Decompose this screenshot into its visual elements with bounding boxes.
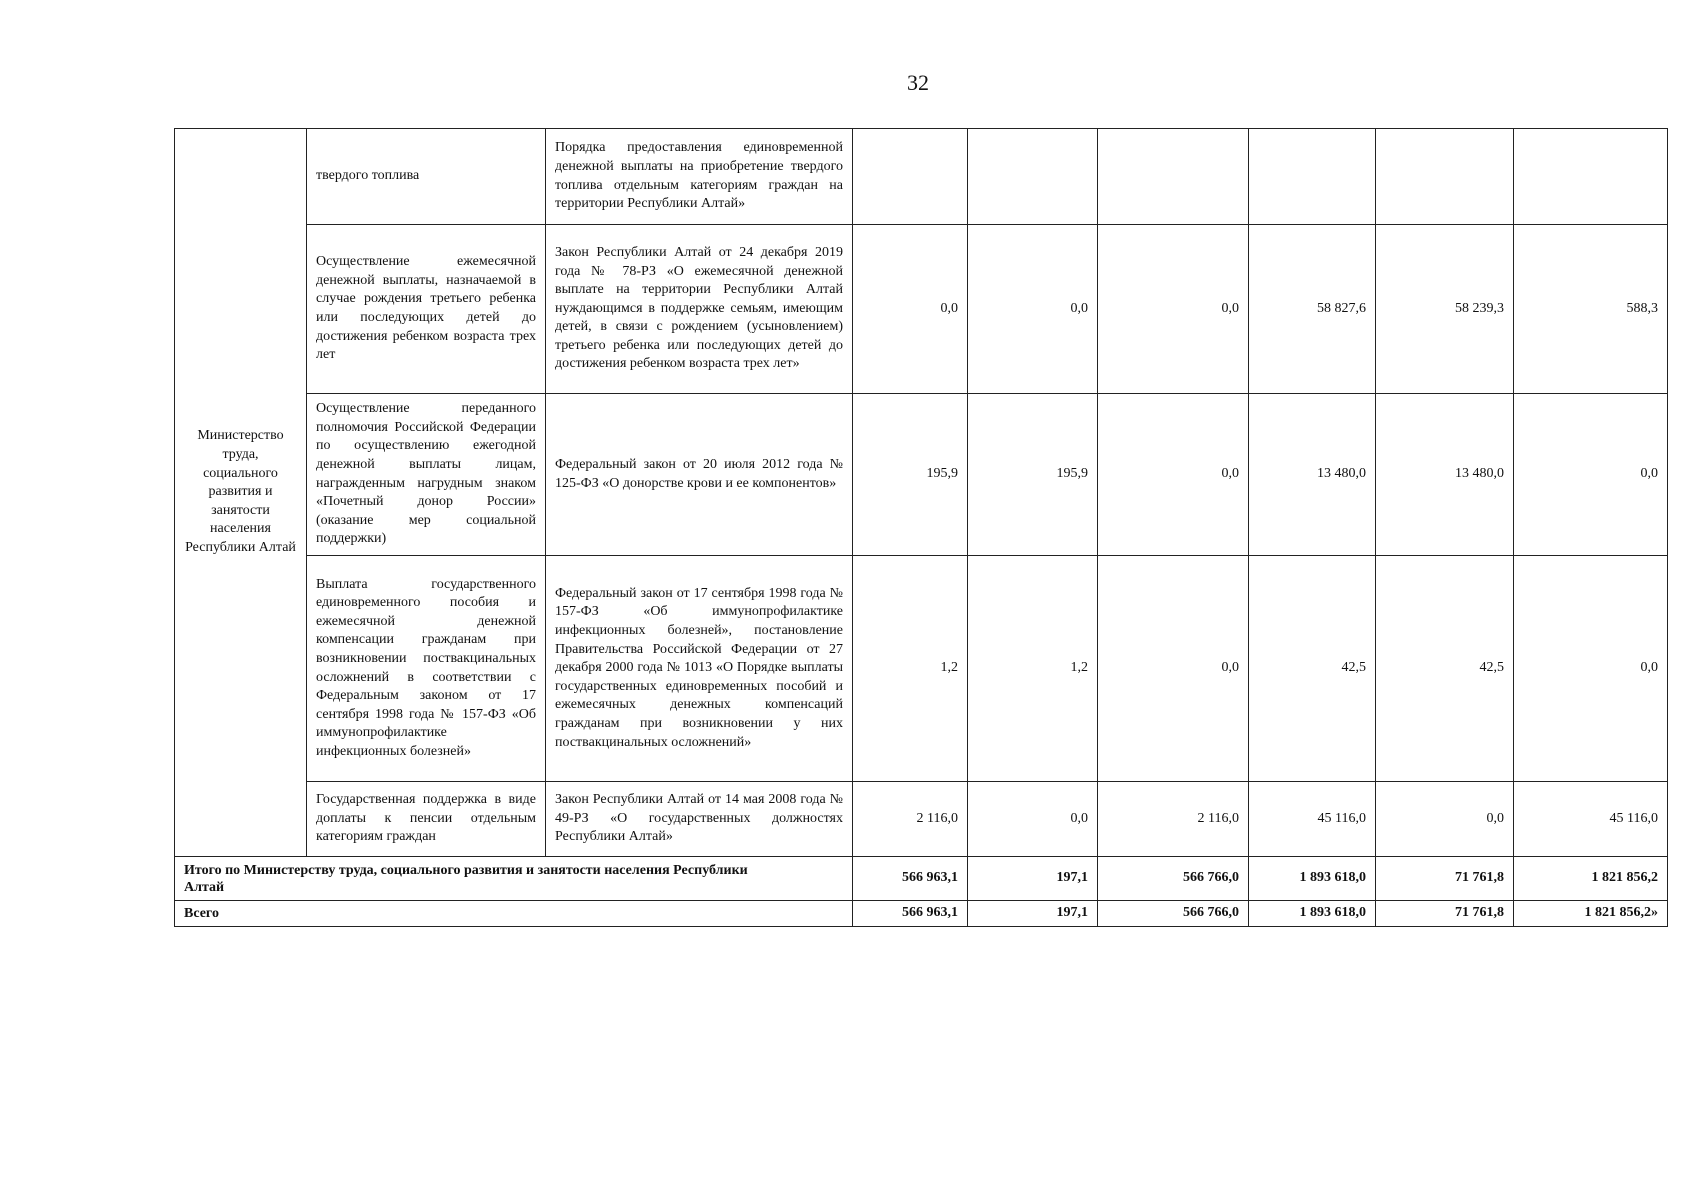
value-cell: 0,0 bbox=[1514, 556, 1668, 782]
grand-total-row bbox=[175, 901, 1668, 927]
value-cell bbox=[1514, 129, 1668, 225]
legal-basis-cell: Федеральный закон от 20 июля 2012 года № 125-ФЗ «О донорстве крови и ее компонентов» bbox=[546, 394, 853, 556]
grand-total-value: 566 766,0 bbox=[1098, 901, 1249, 927]
value-cell: 1,2 bbox=[968, 556, 1098, 782]
measure-cell: Осуществление переданного полномочия Российской Федерации по осуществлению ежегодной денежной выплаты лицам, награжденным нагрудным знаком «Почетный донор России» (оказание мер социальной поддержки) bbox=[307, 394, 546, 556]
table-row bbox=[175, 782, 1668, 857]
value-cell bbox=[1376, 129, 1514, 225]
value-cell: 13 480,0 bbox=[1376, 394, 1514, 556]
table-row bbox=[175, 225, 1668, 394]
grand-total-value: 1 893 618,0 bbox=[1249, 901, 1376, 927]
value-cell: 0,0 bbox=[1098, 225, 1249, 394]
page-number: 32 bbox=[907, 70, 929, 95]
subtotal-value: 1 821 856,2 bbox=[1514, 857, 1668, 901]
grand-total-value: 1 821 856,2» bbox=[1514, 901, 1668, 927]
table-row bbox=[175, 394, 1668, 556]
measure-cell: твердого топлива bbox=[307, 129, 546, 225]
measure-cell: Выплата государственного единовременного пособия и ежемесячной денежной компенсации гражданам при возникновении поствакцинальных осложнений в соответствии с Федеральным законом от 17 сентября 1998 года № 157-ФЗ «Об иммунопрофилактике инфекционных болезней» bbox=[307, 556, 546, 782]
value-cell: 58 239,3 bbox=[1376, 225, 1514, 394]
value-cell: 0,0 bbox=[968, 225, 1098, 394]
legal-basis-cell: Закон Республики Алтай от 24 декабря 2019 года № 78-РЗ «О ежемесячной денежной выплате на территории Республики Алтай нуждающимся в поддержке семьям, имеющим детей, в связи с рождением (усыновлением) третьего ребенка или последующих детей до достижения ребенком возраста трех лет» bbox=[546, 225, 853, 394]
value-cell bbox=[1098, 129, 1249, 225]
value-cell: 0,0 bbox=[1098, 394, 1249, 556]
value-cell: 2 116,0 bbox=[1098, 782, 1249, 857]
subtotal-label: Итого по Министерству труда, социального развития и занятости населения Республики Алтай bbox=[175, 857, 853, 901]
organization-cell: Министерство труда, социального развития и занятости населения Республики Алтай bbox=[175, 129, 307, 857]
subtotal-value: 566 766,0 bbox=[1098, 857, 1249, 901]
legal-basis-cell: Федеральный закон от 17 сентября 1998 года № 157-ФЗ «Об иммунопрофилактике инфекционных болезней», постановление Правительства Российской Федерации от 27 декабря 2000 года № 1013 «О Порядке выплаты государственных единовременных пособий и ежемесячных денежных компенсаций гражданам при возникновении у них поствакцинальных осложнений» bbox=[546, 556, 853, 782]
grand-total-value: 71 761,8 bbox=[1376, 901, 1514, 927]
legal-basis-cell: Закон Республики Алтай от 14 мая 2008 года № 49-РЗ «О государственных должностях Республики Алтай» bbox=[546, 782, 853, 857]
value-cell: 58 827,6 bbox=[1249, 225, 1376, 394]
subtotal-value: 1 893 618,0 bbox=[1249, 857, 1376, 901]
value-cell: 0,0 bbox=[853, 225, 968, 394]
value-cell: 1,2 bbox=[853, 556, 968, 782]
value-cell: 0,0 bbox=[1514, 394, 1668, 556]
measure-cell: Осуществление ежемесячной денежной выплаты, назначаемой в случае рождения третьего ребенка или последующих детей до достижения ребенком возраста трех лет bbox=[307, 225, 546, 394]
value-cell: 45 116,0 bbox=[1514, 782, 1668, 857]
grand-total-value: 566 963,1 bbox=[853, 901, 968, 927]
value-cell: 195,9 bbox=[853, 394, 968, 556]
value-cell: 13 480,0 bbox=[1249, 394, 1376, 556]
value-cell bbox=[968, 129, 1098, 225]
value-cell: 0,0 bbox=[1376, 782, 1514, 857]
grand-total-label: Всего bbox=[175, 901, 853, 927]
value-cell: 45 116,0 bbox=[1249, 782, 1376, 857]
value-cell: 2 116,0 bbox=[853, 782, 968, 857]
measure-cell: Государственная поддержка в виде доплаты к пенсии отдельным категориям граждан bbox=[307, 782, 546, 857]
table-row bbox=[175, 556, 1668, 782]
value-cell: 0,0 bbox=[1098, 556, 1249, 782]
value-cell: 588,3 bbox=[1514, 225, 1668, 394]
grand-total-value: 197,1 bbox=[968, 901, 1098, 927]
value-cell bbox=[1249, 129, 1376, 225]
subtotal-value: 197,1 bbox=[968, 857, 1098, 901]
budget-table bbox=[174, 128, 1668, 927]
legal-basis-cell: Порядка предоставления единовременной денежной выплаты на приобретение твердого топлива отдельным категориям граждан на территории Республики Алтай» bbox=[546, 129, 853, 225]
value-cell: 195,9 bbox=[968, 394, 1098, 556]
value-cell: 0,0 bbox=[968, 782, 1098, 857]
table-row bbox=[175, 129, 1668, 225]
value-cell: 42,5 bbox=[1376, 556, 1514, 782]
value-cell: 42,5 bbox=[1249, 556, 1376, 782]
subtotal-row bbox=[175, 857, 1668, 901]
value-cell bbox=[853, 129, 968, 225]
subtotal-value: 71 761,8 bbox=[1376, 857, 1514, 901]
subtotal-value: 566 963,1 bbox=[853, 857, 968, 901]
